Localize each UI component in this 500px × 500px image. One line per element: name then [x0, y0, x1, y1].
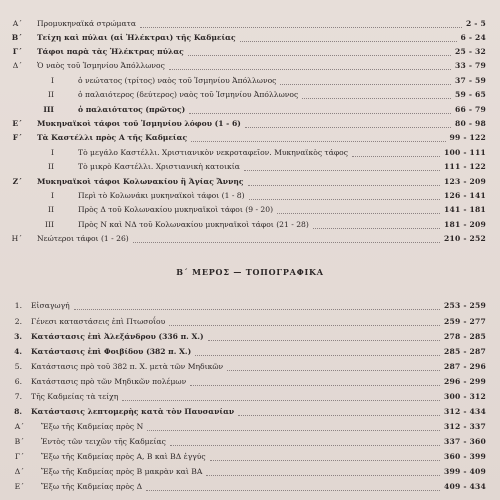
entry-pages: 99 - 122: [449, 133, 486, 142]
leader-dots: [248, 184, 441, 186]
entry-title: Κατάστασις πρὸ τοῦ 382 π. Χ. μετὰ τῶν Μηδικῶν: [31, 362, 224, 371]
entry-pages: 285 - 287: [444, 347, 486, 356]
entry-pages: 126 - 141: [444, 191, 486, 200]
entry-pages: 100 - 111: [444, 148, 486, 157]
leader-dots: [238, 414, 440, 416]
leader-dots: [74, 308, 440, 310]
toc-a-entry: [0, 18, 500, 30]
entry-number: Ε΄: [12, 119, 22, 128]
entry-title: Τὰ Καστέλλι πρὸς Α τῆς Καδμείας: [37, 133, 188, 142]
entry-number: Α΄: [12, 19, 22, 28]
entry-number: Ζ΄: [12, 177, 22, 186]
entry-pages: 6 - 24: [460, 33, 486, 42]
leader-dots: [244, 169, 440, 171]
entry-pages: 259 - 277: [444, 317, 486, 326]
part-b-heading: Β΄ ΜΕΡΟΣ — ΤΟΠΟΓΡΑΦΙΚΑ: [176, 267, 324, 277]
entry-number: 4.: [14, 347, 22, 356]
entry-pages: 66 - 79: [455, 105, 486, 114]
toc-b-entry: [0, 466, 500, 478]
toc-a-entry: [0, 161, 500, 173]
entry-pages: 312 - 434: [444, 407, 486, 416]
leader-dots: [210, 459, 440, 461]
toc-b-entry: [0, 331, 500, 343]
entry-number: 7.: [14, 392, 22, 401]
entry-title: Εἰσαγωγή: [31, 301, 70, 310]
entry-pages: 37 - 59: [455, 76, 486, 85]
toc-b-entry: [0, 406, 500, 418]
entry-pages: 300 - 312: [444, 392, 486, 401]
entry-pages: 253 - 259: [444, 301, 486, 310]
entry-title: ὁ παλαιότερος (δεύτερος) ναὸς τοῦ Ἰσμηνίου Ἀπόλλωνος: [78, 90, 299, 99]
toc-a-entry: [0, 46, 500, 58]
toc-b-entry: [0, 300, 500, 312]
entry-pages: 181 - 209: [444, 220, 486, 229]
entry-number: 6.: [14, 377, 22, 386]
entry-pages: 210 - 252: [444, 234, 486, 243]
entry-number: ΙΙ: [48, 162, 54, 171]
toc-b-entry: [0, 376, 500, 388]
leader-dots: [169, 68, 451, 70]
entry-number: Ε΄: [14, 482, 24, 491]
entry-title: ὁ νεώτατος (τρίτος) ναὸς τοῦ Ἰσμηνίου Ἀπόλλωνος: [78, 76, 277, 85]
entry-title: Περὶ τὸ Κολωνάκι μυκηναϊκοὶ τάφοι (1 - 8): [78, 191, 245, 200]
entry-pages: 278 - 285: [444, 332, 486, 341]
entry-number: F΄: [12, 133, 22, 142]
leader-dots: [245, 126, 451, 128]
leader-dots: [190, 384, 440, 386]
entry-pages: 25 - 32: [455, 47, 486, 56]
toc-b-entry: [0, 391, 500, 403]
entry-title: Πρὸς Ν καὶ ΝΔ τοῦ Κολωνακίου μυκηναϊκοὶ τάφοι (21 - 28): [78, 220, 309, 229]
toc-b-entry: [0, 361, 500, 373]
entry-title: Μυκηναϊκοὶ τάφοι τοῦ Ἰσμηνίου λόφου (1 - 6): [37, 119, 241, 128]
toc-b-entry: [0, 481, 500, 493]
entry-pages: 2 - 5: [465, 19, 486, 28]
leader-dots: [191, 140, 445, 142]
entry-title: Ὁ ναὸς τοῦ Ἰσμηνίου Ἀπόλλωνος: [37, 61, 165, 70]
entry-title: Ἔξω τῆς Καδμείας πρὸς Β μακρὰν καὶ ΒΑ: [41, 467, 203, 476]
toc-a-entry: [0, 219, 500, 231]
leader-dots: [352, 155, 440, 157]
leader-dots: [170, 444, 440, 446]
leader-dots: [188, 54, 451, 56]
entry-title: Γένεσι καταστάσεις ἐπὶ Πτωσοΐου: [31, 317, 166, 326]
leader-dots: [302, 97, 451, 99]
entry-title: Τάφοι παρὰ τὰς Ἠλέκτρας πύλας: [37, 47, 184, 56]
entry-title: Ἔξω τῆς Καδμείας πρὸς Α, Β καὶ ΒΔ ἐγγύς: [41, 452, 206, 461]
toc-a-entry: [0, 75, 500, 87]
leader-dots: [140, 26, 462, 28]
toc-a-entry: [0, 118, 500, 130]
entry-number: ΙΙΙ: [43, 105, 54, 114]
entry-pages: 409 - 434: [444, 482, 486, 491]
entry-number: 1.: [14, 301, 22, 310]
entry-title: Μυκηναϊκοὶ τάφοι Κολωνακίου ἢ Ἁγίας Ἄννης: [37, 177, 244, 186]
entry-title: Προμυκηναϊκά στρώματα: [37, 19, 136, 28]
leader-dots: [240, 40, 457, 42]
toc-a-entry: [0, 132, 500, 144]
leader-dots: [249, 198, 440, 200]
entry-number: 3.: [14, 332, 22, 341]
leader-dots: [195, 354, 440, 356]
toc-b-entry: [0, 451, 500, 463]
entry-number: ΙΙ: [48, 90, 54, 99]
entry-pages: 141 - 181: [444, 205, 486, 214]
entry-number: Β΄: [11, 33, 22, 42]
leader-dots: [147, 429, 440, 431]
toc-a-entry: [0, 104, 500, 116]
entry-title: Κατάστασις λεπτομερὴς κατὰ τὸν Παυσανίαν: [31, 407, 235, 416]
toc-b-entry: [0, 421, 500, 433]
entry-title: Κατάστασις ἐπὶ Φοιβίδου (382 π. Χ.): [31, 347, 192, 356]
entry-title: Νεώτεροι τάφοι (1 - 26): [37, 234, 129, 243]
entry-title: Ἐντὸς τῶν τειχῶν τῆς Καδμείας: [41, 437, 166, 446]
entry-number: Δ΄: [12, 61, 22, 70]
leader-dots: [280, 83, 451, 85]
entry-pages: 80 - 98: [455, 119, 486, 128]
leader-dots: [227, 369, 440, 371]
entry-title: ὁ παλαιότατος (πρῶτος): [78, 105, 186, 114]
toc-a-entry: [0, 89, 500, 101]
entry-number: 2.: [14, 317, 22, 326]
entry-number: Γ΄: [14, 452, 24, 461]
entry-pages: 337 - 360: [444, 437, 486, 446]
entry-pages: 59 - 65: [455, 90, 486, 99]
entry-pages: 287 - 296: [444, 362, 486, 371]
leader-dots: [208, 339, 440, 341]
toc-a-entry: [0, 32, 500, 44]
entry-pages: 312 - 337: [444, 422, 486, 431]
entry-number: Ι: [51, 148, 54, 157]
leader-dots: [313, 227, 440, 229]
leader-dots: [133, 241, 440, 243]
leader-dots: [189, 112, 451, 114]
leader-dots: [122, 399, 440, 401]
entry-title: Πρὸς Δ τοῦ Κολωνακίου μυκηναϊκοὶ τάφοι (9 - 20): [78, 205, 274, 214]
leader-dots: [146, 489, 440, 491]
entry-number: Δ΄: [14, 467, 24, 476]
entry-number: ΙΙ: [48, 205, 54, 214]
entry-number: ΙΙΙ: [45, 220, 54, 229]
entry-pages: 123 - 209: [444, 177, 486, 186]
toc-a-entry: [0, 147, 500, 159]
toc-b-entry: [0, 436, 500, 448]
toc-a-entry: [0, 60, 500, 72]
entry-pages: 399 - 409: [444, 467, 486, 476]
entry-number: Β΄: [14, 437, 24, 446]
entry-number: Α΄: [14, 422, 24, 431]
entry-number: Η΄: [11, 234, 22, 243]
leader-dots: [206, 474, 440, 476]
entry-pages: 360 - 399: [444, 452, 486, 461]
entry-number: 5.: [14, 362, 22, 371]
entry-title: Τῆς Καδμείας τὰ τείχη: [31, 392, 119, 401]
toc-a-entry: [0, 233, 500, 245]
entry-title: Τὸ μεγάλο Καστέλλι. Χριστιανικὸν νεκροταφεῖον. Μυκηναϊκὸς τάφος: [78, 148, 348, 157]
entry-number: 8.: [14, 407, 22, 416]
leader-dots: [277, 212, 440, 214]
entry-pages: 33 - 79: [455, 61, 486, 70]
toc-a-entry: [0, 204, 500, 216]
entry-pages: 296 - 299: [444, 377, 486, 386]
entry-title: Ἔξω τῆς Καδμείας πρὸς Ν: [41, 422, 144, 431]
entry-title: Κατάστασις πρὸ τῶν Μηδικῶν πολέμων: [31, 377, 187, 386]
entry-title: Ἔξω τῆς Καδμείας πρὸς Δ: [41, 482, 143, 491]
toc-b-entry: [0, 346, 500, 358]
entry-title: Κατάστασις ἐπὶ Ἀλεξάνδρου (336 π. Χ.): [31, 332, 204, 341]
entry-number: Ι: [51, 191, 54, 200]
toc-b-entry: [0, 316, 500, 328]
entry-number: Ι: [51, 76, 54, 85]
entry-number: Γ΄: [12, 47, 22, 56]
leader-dots: [169, 324, 440, 326]
toc-a-entry: [0, 190, 500, 202]
entry-pages: 111 - 122: [444, 162, 486, 171]
entry-title: Τείχη καὶ πύλαι (αἱ Ἠλέκτραι) τῆς Καδμείας: [37, 33, 236, 42]
entry-title: Τὸ μικρὸ Καστέλλι. Χριστιανικὴ κατοικία: [78, 162, 240, 171]
toc-a-entry: [0, 176, 500, 188]
